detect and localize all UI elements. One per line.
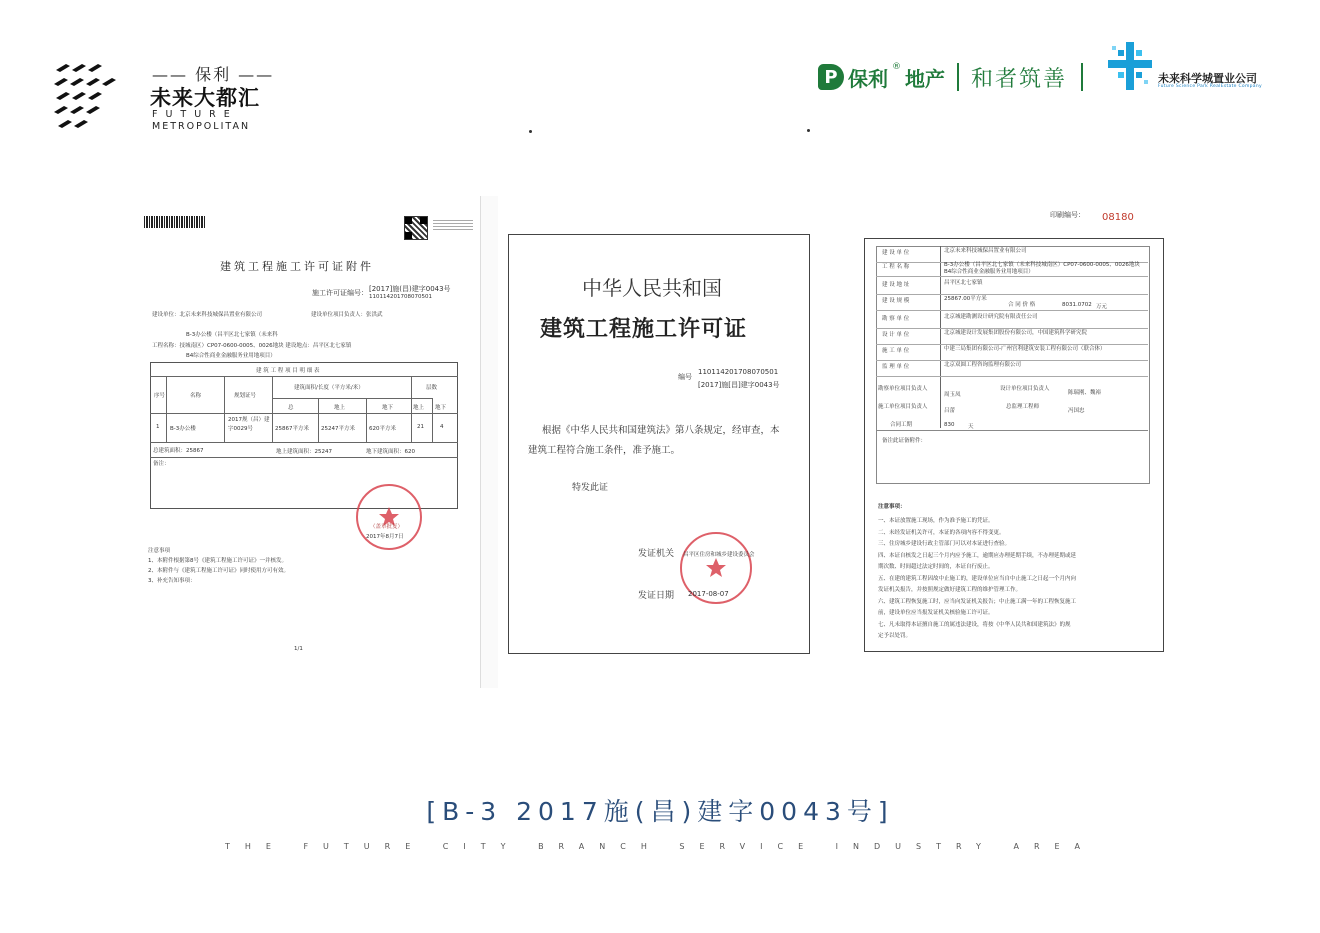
table-rule [876,430,1148,431]
issuer-label: 发证机关 [638,549,675,559]
detail-row-value: 25867.00平方米 [944,296,987,302]
permit-detail-document [848,196,1174,668]
attachment-title: 建筑工程施工许可证附件 [220,260,374,273]
col-name: 名称 [190,393,202,399]
future-metropolitan-stripes-logo [52,60,142,130]
fsp-company-name-en: Future Science Park RealEstate Company [1158,84,1262,89]
col-floors-above: 地上 [413,405,425,411]
poly-realestate-logo [818,62,1083,92]
poly-suffix: 地产 [905,66,945,91]
logo-divider [1081,63,1083,91]
contract-value: 8031.0702 [1062,302,1092,308]
table-rule [366,398,367,442]
permit-no-label: 施工许可证编号： [312,289,368,297]
row-below: 620平方米 [369,426,396,432]
note-item: 五、在建的建筑工程因故中止施工的，建设单位应当自中止施工之日起一个月内向 [878,575,1077,582]
stamp-date: 2017年8月7日 [366,534,404,540]
builder-label: 建设单位：北京未来科技城保昌置业有限公司 [152,312,263,318]
row-floors-above: 21 [417,424,424,430]
col-below: 地下 [382,405,394,411]
permit-title: 建筑工程施工许可证 [540,316,748,342]
contract-unit: 万元 [1096,304,1108,310]
project-line-2: 工程名称：技城南区）CP07-0600-0005、0026地块 建设地点：昌平区北七家镇 [152,343,352,349]
manager-label: 建设单位项目负责人：张洪武 [311,312,383,318]
detail-row-value: B-3办公楼（昌平区北七家镇（未来科技城南区）CP07-0600-0005、0026地块B4综合性商业金融服务业用地项目） [944,262,1140,275]
table-rule [150,457,458,458]
table-rule [876,310,1148,311]
project-line-3: B4综合性商业金融服务业用地项目） [186,353,276,359]
permit-no: [2017]施(昌)建字0043号 [369,285,451,293]
contract-label: 合 同 价 格 [1008,302,1036,308]
sum-total: 总建筑面积：25867 [153,448,204,454]
row-total: 25867平方米 [275,426,309,432]
col-no: 序号 [154,393,166,399]
brand-name: 未来大都汇 [150,86,260,110]
seal-star-icon [704,556,728,580]
caption-title: [B-3 2017施(昌)建字0043号] [426,797,894,826]
note-item: 四、本证自核发之日起三个月内应予施工，逾期应办理延期手续，不办理延期或延 [878,552,1077,559]
note-2: 2、本附件与《建筑工程施工许可证》同时使用方可有效。 [148,568,290,574]
note-item: 期次数、时间超过法定时间的，本证自行废止。 [878,564,994,570]
col-floors-below: 地下 [435,405,447,411]
slogan: 和者筑善 [971,66,1068,92]
issue-date-label: 发证日期 [638,591,675,601]
col-above: 地上 [334,405,346,411]
poly-p-icon: P [818,64,844,90]
table-rule [272,376,273,442]
note-item: 七、凡未取得本证擅自施工的属违法建设，将按《中华人民共和国建筑法》的规 [878,621,1071,628]
print-no: 08180 [1102,212,1134,223]
detail-row-label: 施 工 单 位 [882,348,910,354]
stamp-text: （盖章批复） [370,524,404,530]
table-rule [272,398,432,399]
design-mgr-label: 设计单位项目负责人 [1000,386,1050,392]
table-rule [432,398,433,442]
permit-attachment-document [128,196,478,688]
survey-mgr: 周玉凤 [944,392,961,398]
table-rule [224,376,225,442]
note-item: 二、未经发证机关许可，本证的各项内容不得变更。 [878,529,1005,536]
logo-divider [957,63,959,91]
table-rule [876,328,1148,329]
permit-title-country: 中华人民共和国 [582,276,722,300]
page-number: 1/1 [294,646,303,652]
note-item: 三、住房城乡建设行政主管部门可以对本证进行查验。 [878,541,1011,547]
detail-row-value: 北京城建勘测设计研究院有限责任公司 [944,314,1038,320]
permit-body-2: 建筑工程符合施工条件，准予施工。 [528,445,681,456]
construction-permit-document [498,196,840,688]
detail-row-label: 工 程 名 称 [882,264,910,270]
brand-en-future: FUTURE [152,109,238,120]
detail-row-label: 勘 察 单 位 [882,316,910,322]
build-mgr-label: 施工单位项目负责人 [878,404,928,410]
permit-code: 110114201708070501 [698,368,779,376]
permit-special: 特发此证 [572,483,609,493]
project-line-1: B-3办公楼（昌平区北七家镇（未来科 [186,332,278,338]
caption-subtitle: THE FUTURE CITY BRANCH SERVICE INDUSTRY AREA [224,842,1096,851]
row-no: 1 [156,424,160,430]
survey-mgr-label: 勘察单位项目负责人 [878,386,928,392]
remarks-label: 备注： [153,461,170,467]
period: 830 [944,422,955,428]
decorative-dot [807,129,810,132]
table-title: 建 筑 工 程 项 目 明 细 表 [256,368,320,374]
official-red-seal [356,484,422,550]
detail-row-label: 建 设 单 位 [882,250,910,256]
qr-caption-lines [433,220,473,230]
permit-code: 110114201708070501 [369,294,432,300]
row-plan: 2017规（昌）建字0029号 [228,417,270,432]
detail-row-value: 北京双圆工程咨询监理有限公司 [944,362,1022,368]
period-label: 合同工期 [890,422,913,428]
table-rule [940,246,941,428]
chief: 冯国忠 [1068,408,1085,414]
col-floors: 层数 [426,385,438,391]
note-3: 3、补充告知事项： [148,578,196,584]
table-rule [876,360,1148,361]
sum-below: 地下建筑面积：620 [366,449,415,455]
col-total: 总 [288,405,294,411]
future-science-park-logo-icon [1106,40,1154,92]
note-1: 1、本附件根据第8号《建筑工程施工许可证》一并核发。 [148,558,288,564]
registered-mark: ® [892,62,901,72]
row-floors-below: 4 [440,424,444,430]
table-rule [876,294,1148,295]
detail-row-value: 北京城建设计发展集团股份有限公司，中国建筑科学研究院 [944,330,1088,336]
note-item: 前，建设单位应当报发证机关核验施工许可证。 [878,610,994,616]
brand-en-metropolitan: METROPOLITAN [152,121,251,132]
detail-row-label: 建 设 规 模 [882,298,910,304]
note-item: 定予以处罚。 [878,633,912,639]
print-no-label: 印刷编号： [1050,211,1085,219]
table-rule [876,276,1148,277]
notes-title: 注意事项 [148,548,171,554]
note-item: 发证机关报告，并按照规定做好建筑工程的维护管理工作。 [878,587,1022,593]
detail-row-value: 昌平区北七家镇 [944,280,983,286]
detail-row-label: 监 理 单 位 [882,364,910,370]
table-rule [150,442,458,443]
detail-row-value: 北京未来科技城保昌置业有限公司 [944,248,1027,254]
qr-code [404,216,428,240]
period-unit: 天 [968,424,974,430]
fsp-company-name: 未来科学城置业公司 [1158,72,1257,85]
notes-title: 注意事项： [878,504,906,510]
table-rule [318,398,319,442]
permit-body-1: 根据《中华人民共和国建筑法》第八条规定，经审查，本 [542,425,780,436]
issuer-name: 昌平区住房和城乡建设委员会 [683,552,755,558]
note-item: 一、本证放置施工现场，作为准予施工的凭证。 [878,518,994,524]
detail-row-label: 设 计 单 位 [882,332,910,338]
build-mgr: 吕蕾 [944,408,956,414]
issue-date: 2017-08-07 [688,590,729,598]
table-rule [411,376,412,442]
table-rule [166,376,167,442]
col-plan: 规划证号 [234,393,257,399]
remarks-label: 备注此证备附件： [882,438,927,444]
row-above: 25247平方米 [321,426,355,432]
detail-row-label: 建 设 地 址 [882,282,910,288]
table-rule [876,344,1148,345]
col-area: 建筑面积/长度（平方米/米） [294,385,364,391]
design-mgr: 陈瑞刚、魏裕 [1068,390,1102,396]
note-item: 六、建筑工程恢复施工时，应当向发证机关报告；中止施工满一年的工程恢复施工 [878,598,1077,605]
poly-name: 保利 [848,66,888,91]
brand-poly-label: —— 保利 —— [152,65,275,84]
permit-number: [2017]施[昌]建字0043号 [698,381,780,389]
row-name: B-3办公楼 [170,426,196,432]
sum-above: 地上建筑面积：25247 [276,449,332,455]
decorative-dot [529,130,532,133]
chief-label: 总监理工程师 [1006,404,1040,410]
permit-code-label: 编号 [678,373,692,381]
table-rule [876,376,1148,377]
detail-row-value: 中建三局集团有限公司-广州宫利建筑安装工程有限公司（联合体） [944,346,1106,352]
barcode [144,216,206,228]
